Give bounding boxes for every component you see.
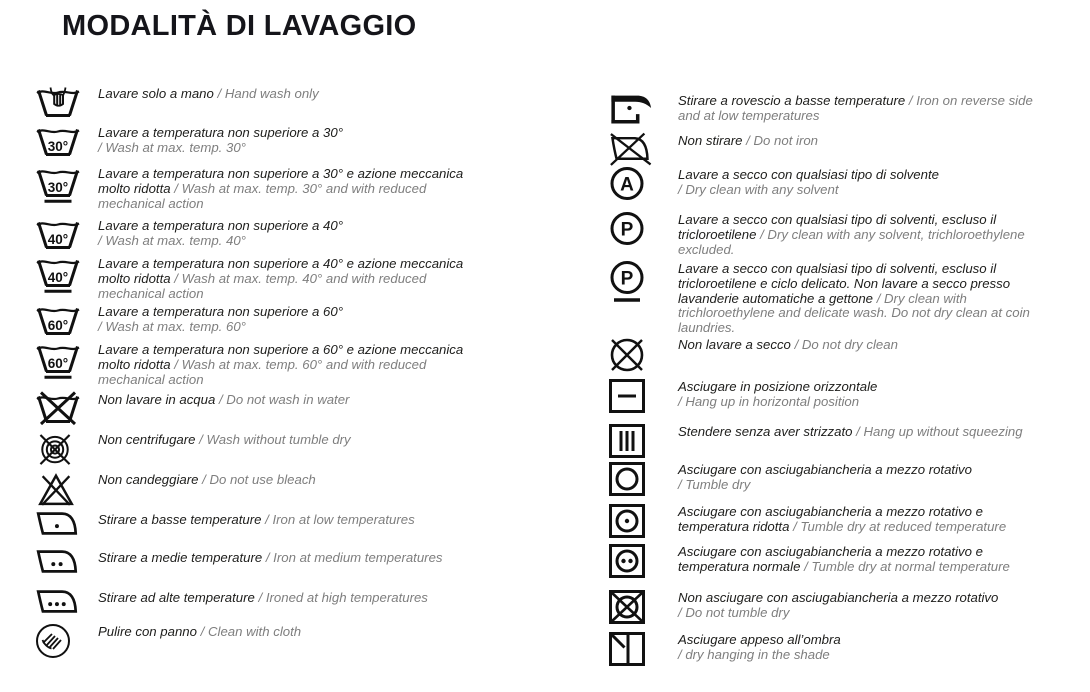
page-title: MODALITÀ DI LAVAGGIO <box>62 10 417 42</box>
care-symbol-description <box>98 431 351 448</box>
wash-30-reduced-icon <box>35 165 83 203</box>
svg-text:40°: 40° <box>47 232 69 247</box>
care-symbol-row <box>35 303 500 341</box>
care-symbol-row <box>35 391 500 431</box>
label-english: / Wash at max. temp. 60° and with reduced mechanical action <box>98 356 427 387</box>
label-italian: Asciugare con asciugabiancheria a mezzo rotativo <box>678 461 972 477</box>
care-symbol-row <box>35 255 500 303</box>
label-english: / Do not use bleach <box>202 472 316 487</box>
label-english: / Iron on reverse side and at low temperatures <box>678 93 1033 123</box>
care-symbol-description <box>98 255 496 301</box>
care-symbol-description <box>98 124 343 156</box>
care-symbol-row <box>35 165 500 217</box>
iron-reverse-icon <box>608 92 656 125</box>
label-italian: Asciugare con asciugabiancheria a mezzo rotativo e temperatura normale <box>678 543 983 574</box>
svg-text:30°: 30° <box>47 180 69 195</box>
care-symbol-description <box>678 589 998 621</box>
care-symbol-row <box>608 336 1053 378</box>
label-italian: Lavare a temperatura non superiore a 40° e azione meccanica molto ridotta <box>98 256 464 286</box>
iron-medium-icon <box>35 549 83 574</box>
label-english: / Tumble dry <box>678 476 751 492</box>
label-english: / Do not tumble dry <box>678 604 790 620</box>
label-english: / Wash at max. temp. 40° and with reduced mechanical action <box>98 270 427 301</box>
label-italian: Asciugare in posizione orizzontale <box>678 378 878 394</box>
care-symbol-row <box>608 503 1053 543</box>
svg-text:40°: 40° <box>47 270 69 285</box>
label-italian: Stendere senza aver strizzato <box>678 423 853 439</box>
label-italian: Non stirare <box>678 133 743 148</box>
label-english: / Wash at max. temp. 60° <box>98 318 246 334</box>
label-italian: Lavare a temperatura non superiore a 30° <box>98 125 343 140</box>
label-italian: Non lavare in acqua <box>98 392 216 407</box>
label-english: / dry hanging in the shade <box>678 646 830 662</box>
label-italian: Asciugare con asciugabiancheria a mezzo rotativo e temperatura ridotta <box>678 503 983 534</box>
care-symbol-description <box>678 92 1050 124</box>
care-symbol-description <box>678 132 818 149</box>
wash-60-reduced-icon <box>35 341 83 379</box>
care-symbol-row <box>608 92 1053 132</box>
svg-text:P: P <box>620 268 634 290</box>
label-english: / Wash at max. temp. 30° <box>98 139 246 155</box>
iron-high-icon <box>35 589 83 614</box>
label-english: / Ironed at high temperatures <box>258 590 428 605</box>
care-symbol-row <box>608 211 1053 260</box>
care-symbol-description <box>678 543 1050 575</box>
label-italian: Non candeggiare <box>98 472 199 487</box>
care-symbol-row <box>35 471 500 511</box>
label-italian: Lavare a secco con qualsiasi tipo di solventi, escluso il tricloroetilene e ciclo delicato. Non lavare a secco presso lavanderie automatiche a gettone <box>678 261 1011 306</box>
no-wash-icon <box>35 391 83 429</box>
care-symbol-description <box>678 378 877 410</box>
care-symbol-description <box>98 303 343 335</box>
care-symbol-row <box>35 511 500 549</box>
left-column <box>35 85 500 659</box>
care-symbol-row <box>35 549 500 589</box>
care-symbol-description <box>678 461 972 493</box>
label-italian: Non lavare a secco <box>678 336 791 352</box>
label-italian: Lavare solo a mano <box>98 86 214 101</box>
label-italian: Lavare a secco con qualsiasi tipo di solventi, escluso il tricloroetilene <box>678 212 997 242</box>
right-column <box>608 92 1053 667</box>
care-symbol-description <box>678 211 1050 257</box>
label-italian: Stirare a medie temperature <box>98 550 263 565</box>
care-symbol-description <box>98 341 496 387</box>
care-symbol-row <box>608 461 1053 503</box>
no-dry-clean-icon <box>608 336 656 374</box>
label-english: / Hang up without squeezing <box>856 423 1023 439</box>
care-symbol-row <box>35 431 500 471</box>
care-symbol-row <box>35 589 500 623</box>
care-symbol-row <box>608 166 1053 211</box>
label-english: / Wash at max. temp. 40° <box>98 232 246 248</box>
label-italian: Non asciugare con asciugabiancheria a mezzo rotativo <box>678 589 999 605</box>
care-symbol-description <box>678 423 1023 440</box>
care-symbol-row <box>608 631 1053 667</box>
care-symbol-description <box>98 511 415 528</box>
care-symbol-description <box>98 589 428 606</box>
care-symbol-row <box>608 589 1053 631</box>
label-italian: Stirare a basse temperature <box>98 512 262 527</box>
tumble-dry-icon <box>608 461 656 497</box>
dry-clean-A-icon <box>608 166 656 204</box>
iron-low-icon <box>35 511 83 536</box>
care-symbol-row <box>35 341 500 391</box>
care-symbol-row <box>608 132 1053 166</box>
care-symbol-description <box>98 549 443 566</box>
no-spin-icon <box>35 431 83 469</box>
label-italian: Pulire con panno <box>98 624 197 639</box>
wash-60-icon <box>35 303 83 341</box>
label-english: / Do not dry clean <box>794 336 898 352</box>
label-italian: Non centrifugare <box>98 432 196 447</box>
wash-30-icon <box>35 124 83 162</box>
label-italian: Lavare a temperatura non superiore a 60° e azione meccanica molto ridotta <box>98 342 464 372</box>
label-italian: Asciugare appeso all’ombra <box>678 631 841 647</box>
label-english: / Iron at low temperatures <box>265 512 415 527</box>
label-english: / Tumble dry at reduced temperature <box>793 518 1007 534</box>
label-english: / Wash at max. temp. 30° and with reduced mechanical action <box>98 180 427 211</box>
no-bleach-icon <box>35 471 83 509</box>
care-symbol-description <box>678 166 939 198</box>
dry-clean-P-icon <box>608 211 656 249</box>
care-symbol-row <box>608 543 1053 589</box>
care-symbol-row <box>35 85 500 124</box>
no-iron-icon <box>608 132 656 166</box>
wash-40-icon <box>35 217 83 255</box>
care-symbol-description <box>98 165 496 211</box>
svg-text:P: P <box>620 219 634 241</box>
care-symbol-row <box>35 124 500 165</box>
svg-text:30°: 30° <box>47 139 69 154</box>
wash-40-reduced-icon <box>35 255 83 293</box>
label-english: / Hang up in horizontal position <box>678 393 860 409</box>
label-italian: Lavare a temperatura non superiore a 60° <box>98 304 343 319</box>
label-italian: Lavare a temperatura non superiore a 30° e azione meccanica molto ridotta <box>98 166 464 196</box>
svg-text:A: A <box>620 174 634 196</box>
label-english: / Do not wash in water <box>218 392 350 407</box>
tumble-dry-normal-icon <box>608 543 656 579</box>
drip-dry-icon <box>608 423 656 459</box>
care-symbol-description <box>98 471 316 488</box>
tumble-dry-reduced-icon <box>608 503 656 539</box>
care-symbol-description <box>678 336 898 353</box>
hand-wash-icon <box>35 85 83 123</box>
care-symbol-description <box>98 623 301 640</box>
svg-text:60°: 60° <box>47 318 69 333</box>
label-italian: Stirare a rovescio a basse temperature <box>678 93 906 108</box>
care-symbol-description <box>678 260 1050 336</box>
label-english: / Hand wash only <box>217 86 319 101</box>
care-symbol-description <box>678 631 841 663</box>
label-italian: Lavare a secco con qualsiasi tipo di solvente <box>678 167 939 182</box>
care-symbol-row <box>608 423 1053 461</box>
label-english: / Tumble dry at normal temperature <box>804 558 1010 574</box>
no-tumble-dry-icon <box>608 589 656 625</box>
dry-clean-P-delicate-icon <box>608 260 656 302</box>
label-english: / Iron at medium temperatures <box>265 550 443 565</box>
care-symbol-description <box>98 391 349 408</box>
care-symbol-row <box>608 260 1053 336</box>
care-symbol-description <box>98 85 319 102</box>
label-italian: Stirare ad alte temperature <box>98 590 255 605</box>
care-symbol-description <box>678 503 1050 535</box>
care-symbol-row <box>608 378 1053 423</box>
dry-flat-icon <box>608 378 656 414</box>
label-english: / Dry clean with any solvent <box>678 181 839 197</box>
label-english: / Dry clean with any solvent, trichloroethylene excluded. <box>678 226 1025 257</box>
clean-cloth-icon <box>35 623 83 659</box>
label-english: / Wash without tumble dry <box>199 432 351 447</box>
label-english: / Clean with cloth <box>200 624 302 639</box>
svg-text:60°: 60° <box>47 356 69 371</box>
dry-shade-icon <box>608 631 656 667</box>
label-english: / Do not iron <box>746 133 819 148</box>
label-italian: Lavare a temperatura non superiore a 40° <box>98 218 343 233</box>
care-symbol-row <box>35 623 500 659</box>
label-english: / Dry clean with trichloroethylene and delicate wash. Do not dry clean at coin laundries. <box>678 290 1030 336</box>
care-symbol-description <box>98 217 343 249</box>
care-symbol-row <box>35 217 500 255</box>
